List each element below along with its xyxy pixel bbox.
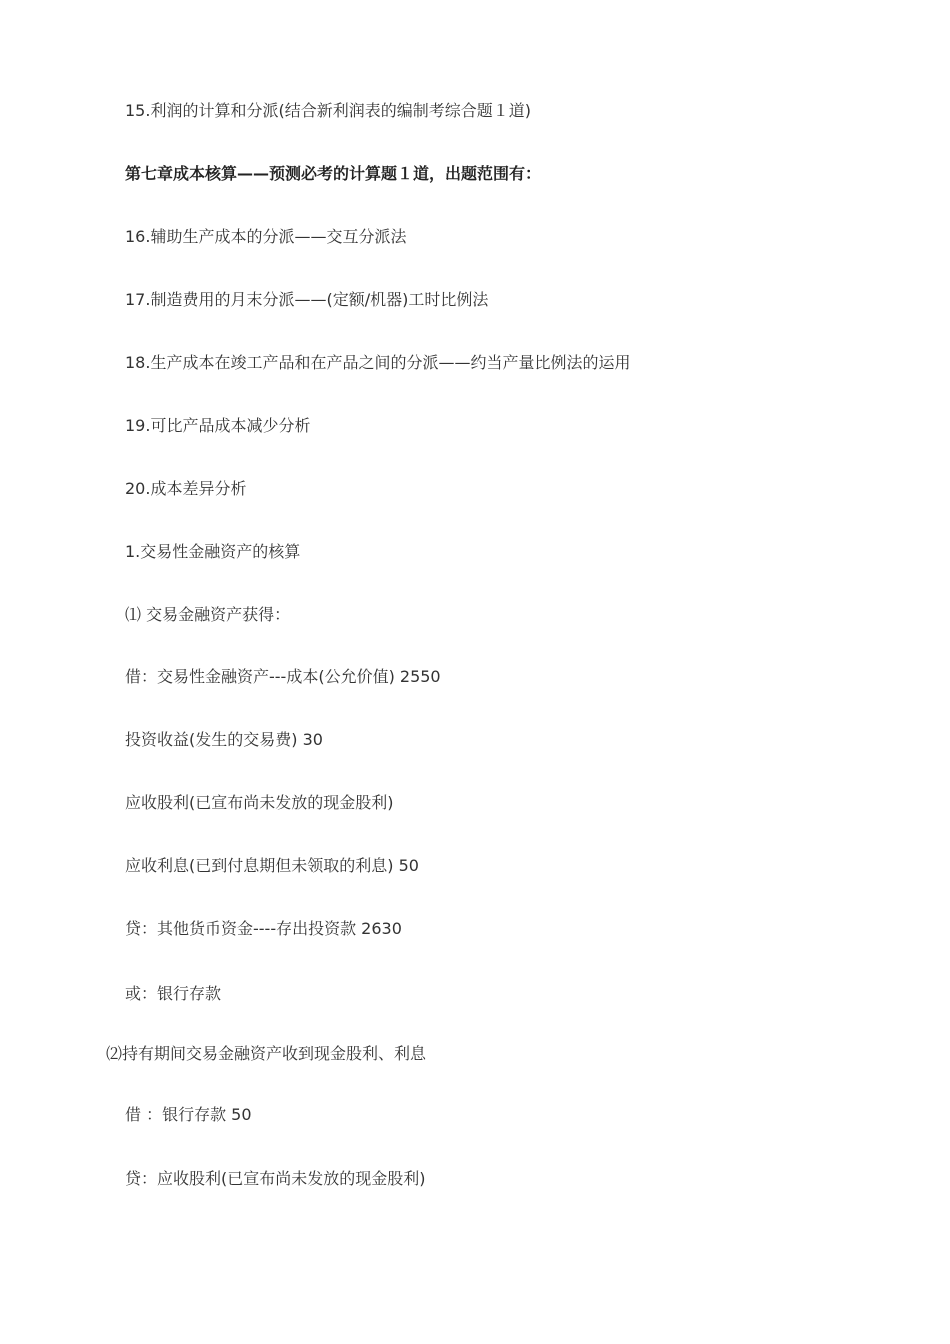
text-line: 借 ：银行存款 50	[125, 1105, 252, 1124]
text-line: 贷：应收股利(已宣布尚未发放的现金股利)	[125, 1169, 426, 1188]
text-line: 18.生产成本在竣工产品和在产品之间的分派——约当产量比例法的运用	[125, 353, 631, 372]
text-line: ⑴ 交易金融资产获得：	[125, 605, 291, 624]
text-line: 或：银行存款	[125, 984, 222, 1003]
text-line: 应收股利(已宣布尚未发放的现金股利)	[125, 793, 394, 812]
text-line: 17.制造费用的月末分派——(定额/机器)工时比例法	[125, 290, 489, 309]
text-line: 1.交易性金融资产的核算	[125, 542, 301, 561]
text-line: 借：交易性金融资产---成本(公允价值) 2550	[125, 667, 441, 686]
text-line: 投资收益(发生的交易费) 30	[125, 730, 323, 749]
text-line: ⑵持有期间交易金融资产收到现金股利、利息	[106, 1044, 427, 1063]
text-line: 20.成本差异分析	[125, 479, 247, 498]
text-line: 19.可比产品成本减少分析	[125, 416, 311, 435]
text-line: 16.辅助生产成本的分派——交互分派法	[125, 227, 407, 246]
text-line: 贷：其他货币资金----存出投资款 2630	[125, 919, 402, 938]
chapter-heading: 第七章成本核算——预测必考的计算题１道，出题范围有：	[125, 164, 542, 183]
text-line: 15.利润的计算和分派(结合新利润表的编制考综合题１道)	[125, 101, 531, 120]
text-line: 应收利息(已到付息期但未领取的利息) 50	[125, 856, 419, 875]
